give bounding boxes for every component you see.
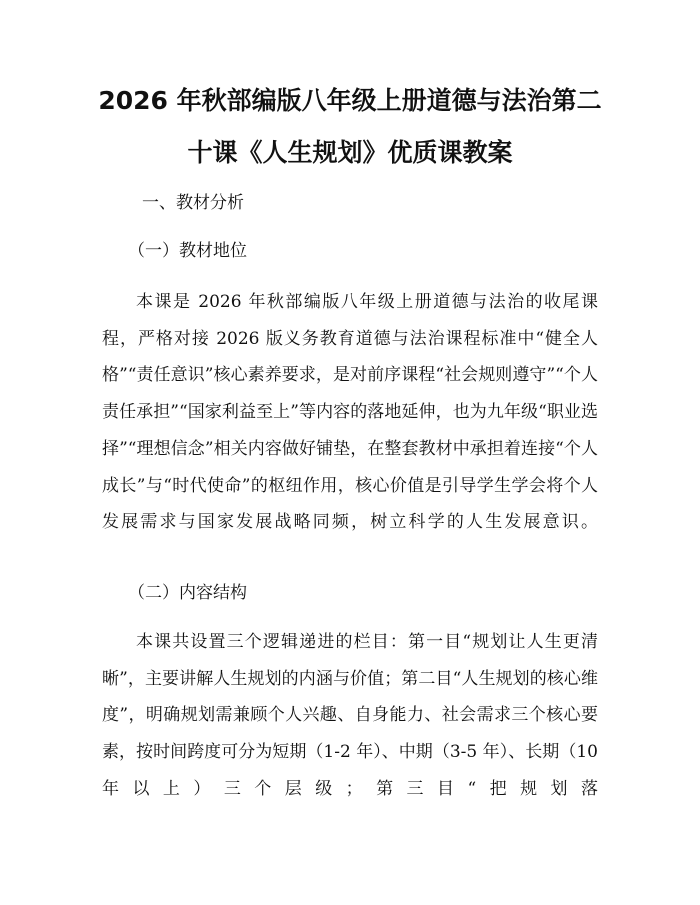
document-title-line-2: 十课《人生规划》优质课教案	[187, 138, 513, 167]
paragraph-textbook-position: 本课是 2026 年秋部编版八年级上册道德与法治的收尾课程，严格对接 2026 版义务教育道德与法治课程标准中“健全人格”“责任意识”核心素养要求，是对前序课程“社会规则遵守”“个人责任承担”“国家利益至上”等内容的落地延伸，也为九年级“职业选择”“理想信念”相关内容做好铺垫，在整套教材中承担着连接“个人成长”与“时代使命”的枢纽作用，核心价值是引导学生学会将个人发展需求与国家发展战略同频，树立科学的人生发展意识。	[102, 292, 598, 533]
subsection-heading-textbook-position: （一）教材地位	[128, 241, 247, 261]
paragraph-content-structure: 本课共设置三个逻辑递进的栏目：第一目“规划让人生更清晰”，主要讲解人生规划的内涵与价值；第二目“人生规划的核心维度”，明确规划需兼顾个人兴趣、自身能力、社会需求三个核心要素，按时间跨度可分为短期（1-2 年）、中期（3-5 年）、长期（10 年以上）三个层级；第三目“把规划落	[102, 632, 598, 799]
section-heading-textbook-analysis: 一、教材分析	[142, 193, 244, 213]
subsection-heading-content-structure: （二）内容结构	[128, 583, 247, 603]
document-title-line-1: 2026 年秋部编版八年级上册道德与法治第二	[98, 86, 602, 115]
